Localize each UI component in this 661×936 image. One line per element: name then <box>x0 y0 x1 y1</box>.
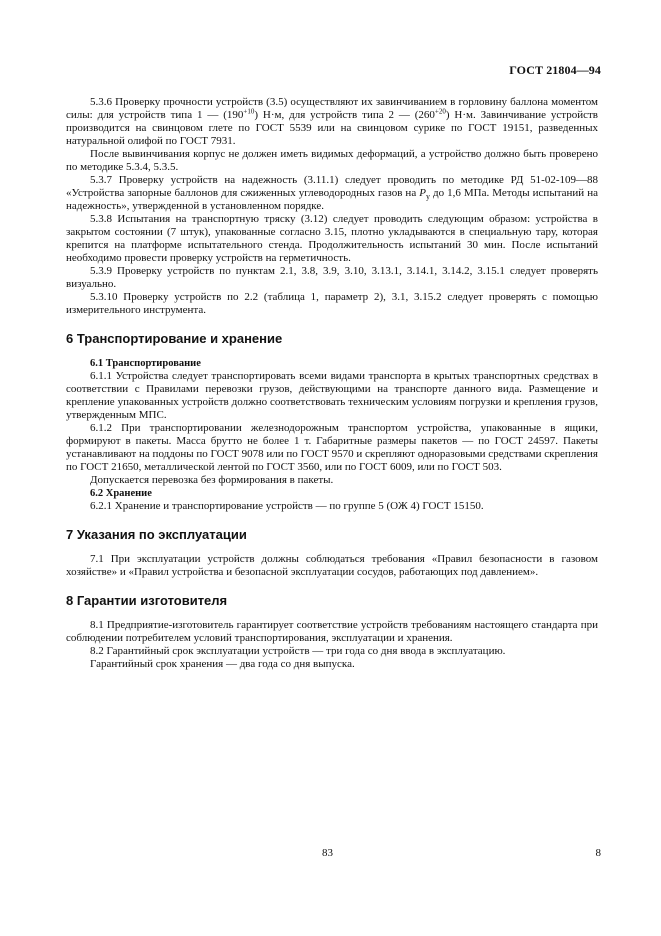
paragraph-5-3-8: 5.3.8 Испытания на транспортную тряску (3.12) следует проводить следующим образом: устройства в закрытом состоянии (7 штук), упакованные согласно 3.15, плотно укладываются в специальную тару, которая крепится на платформе испытательного стенда. Продолжительность испытаний 30 мин. После испытаний необходимо провести проверку устройств на герметичность. <box>66 213 598 264</box>
paragraph-5-3-10: 5.3.10 Проверку устройств по 2.2 (таблица 1, параметр 2), 3.1, 3.15.2 следует проверять с помощью измерительного инструмента. <box>66 291 598 316</box>
paragraph-6-1-1: 6.1.1 Устройства следует транспортировать всеми видами транспорта в крытых транспортных средствах в соответствии с Правилами перевозки грузов, действующими на транспорте данного вида. Размещение и крепление упакованных устройств должно соответствовать техническим условиям погрузки и крепления грузов, утвержденным МПС. <box>66 370 598 421</box>
subsection-6-2-heading: 6.2 Хранение <box>90 488 152 499</box>
paragraph-5-3-6-after: После вывинчивания корпус не должен иметь видимых деформаций, а устройство должно быть проверено по методике 5.3.4, 5.3.5. <box>66 148 598 173</box>
paragraph-5-3-6: 5.3.6 Проверку прочности устройств (3.5) осуществляют их завинчиванием в горловину баллона моментом силы: для устройств типа 1 — $(190^{+10})$ Н·м, для устройств типа 2 — $(260^{+20})$ Н·м. Завинчивание устройств производится на свинцовом глете по ГОСТ 5539 или на свинцовом сурике по ГОСТ 19151, разведенных натуральной олифой по ГОСТ 7931. <box>66 96 598 147</box>
section-6-heading: 6 Транспортирование и хранение <box>66 331 283 346</box>
paragraph-8-2: 8.2 Гарантийный срок эксплуатации устройств — три года со дня ввода в эксплуатацию. <box>90 645 506 657</box>
running-header: ГОСТ 21804—94 <box>509 63 601 77</box>
paragraph-8-2-after: Гарантийный срок хранения — два года со дня выпуска. <box>90 658 355 670</box>
sheet-number: 8 <box>595 847 601 859</box>
section-7-heading: 7 Указания по эксплуатации <box>66 527 247 542</box>
paragraph-8-1: 8.1 Предприятие-изготовитель гарантирует соответствие устройств требованиям настоящего стандарта при соблюдении потребителем условий транспортирования, эксплуатации и хранения. <box>66 619 598 644</box>
page-number: 83 <box>322 847 333 859</box>
paragraph-6-2-1: 6.2.1 Хранение и транспортирование устройств — по группе 5 (ОЖ 4) ГОСТ 15150. <box>90 500 484 512</box>
paragraph-6-1-2: 6.1.2 При транспортировании железнодорожным транспортом устройства, упакованные в ящики, формируют в пакеты. Масса брутто не более 1 т. Габаритные размеры пакетов — по ГОСТ 24597. Пакеты устанавливают на поддоны по ГОСТ 9078 или по ГОСТ 9570 и скрепляют одноразовыми средствами скрепления по ГОСТ 21650, металлической лентой по ГОСТ 3560, или по ГОСТ 6009, или по ГОСТ 503. <box>66 422 598 473</box>
section-8-heading: 8 Гарантии изготовителя <box>66 593 228 608</box>
page-body <box>66 96 598 671</box>
paragraph-5-3-7: 5.3.7 Проверку устройств на надежность (3.11.1) следует проводить по методике РД 51-02-109—88 «Устройства запорные баллонов для сжиженных углеводородных газов на $P_у$ до 1,6 МПа. Методы испытаний на надежность», утвержденной в установленном порядке. <box>66 174 598 212</box>
paragraph-6-1-2-after: Допускается перевозка без формирования в пакеты. <box>90 474 334 486</box>
subsection-6-1-heading: 6.1 Транспортирование <box>90 358 201 369</box>
paragraph-7-1: 7.1 При эксплуатации устройств должны соблюдаться требования «Правил безопасности в газовом хозяйстве» и «Правил устройства и безопасной эксплуатации сосудов, работающих под давлением». <box>66 553 598 578</box>
paragraph-5-3-9: 5.3.9 Проверку устройств по пунктам 2.1, 3.8, 3.9, 3.10, 3.13.1, 3.14.1, 3.14.2, 3.15.1 следует проверять визуально. <box>66 265 598 290</box>
